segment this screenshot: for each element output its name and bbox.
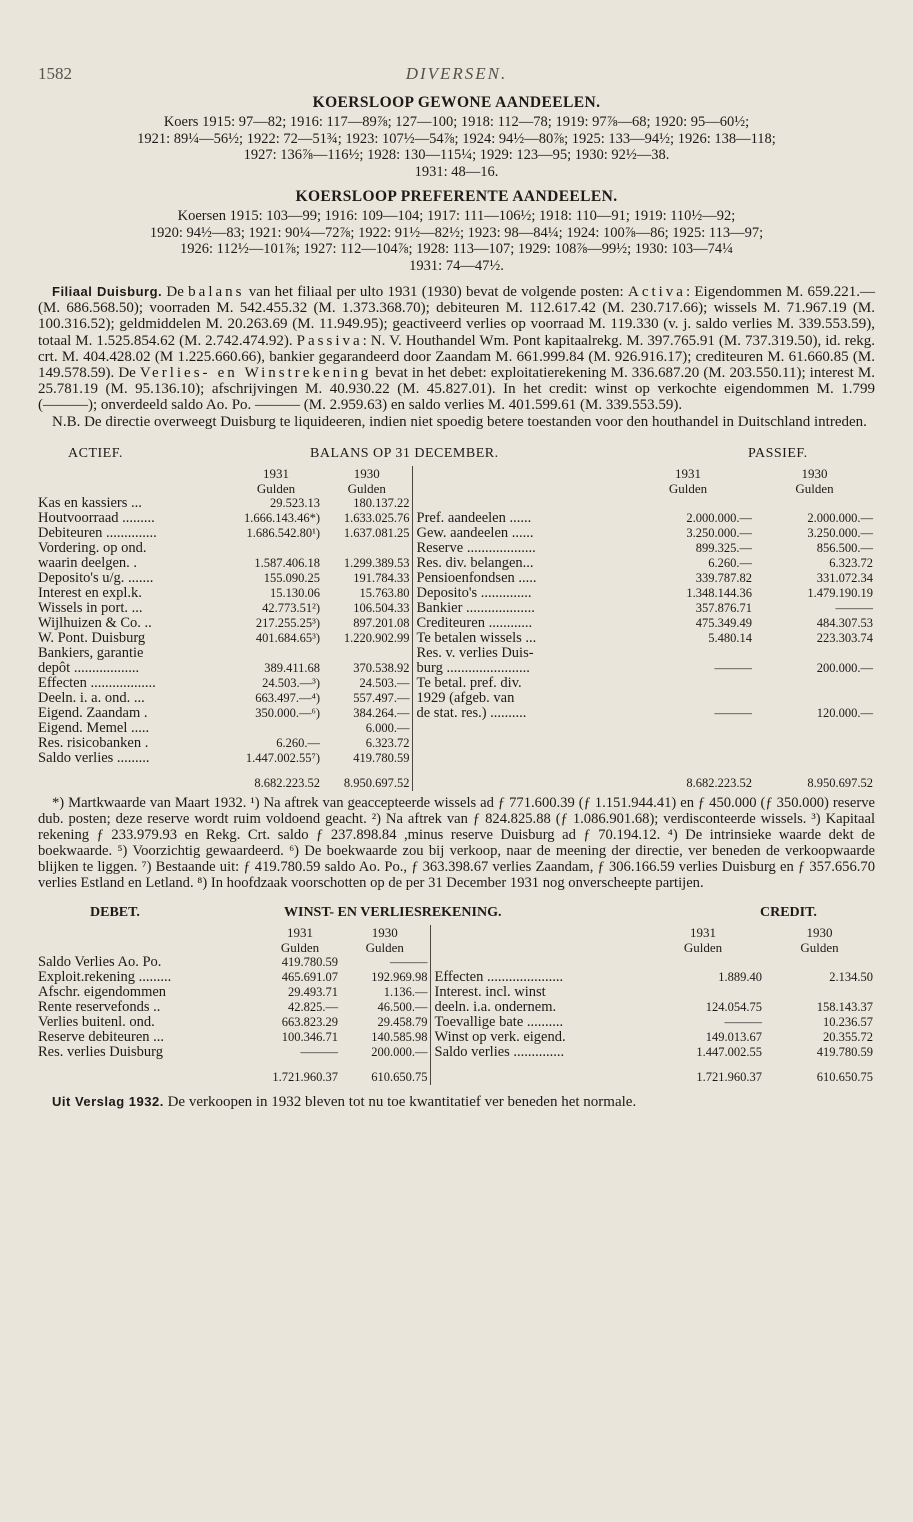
value-1931 — [622, 736, 754, 751]
row-label: Kas en kassiers ... — [38, 495, 142, 511]
spaced-word: Verlies- en Winstrekening — [139, 365, 372, 382]
value-1930: ——— — [390, 954, 428, 969]
total-row — [38, 774, 875, 791]
value-1931: ——— — [724, 1014, 762, 1029]
value-1930: 158.143.37 — [816, 999, 873, 1014]
value-1931: 350.000.—⁶) — [255, 705, 320, 720]
spacer-cell — [622, 766, 754, 774]
value-1931: 1.666.143.46*) — [243, 510, 320, 525]
value-1930 — [754, 646, 875, 661]
row-label: Effecten .................. — [38, 675, 156, 691]
value-1931: 899.325.— — [695, 540, 752, 555]
value-1931 — [622, 721, 754, 736]
value-1930: 1.136.— — [383, 984, 428, 999]
row-label: Res. risicobanken . — [38, 735, 149, 751]
column-header-row — [38, 466, 875, 481]
row-label: Reserve debiteuren ... — [38, 1029, 165, 1045]
body-text: De — [162, 284, 189, 300]
column-header: Gulden — [256, 480, 296, 496]
spacer-row — [38, 766, 875, 774]
balans-row — [38, 571, 875, 586]
value-1930: 897.201.08 — [353, 615, 410, 630]
balans-heading — [38, 446, 875, 466]
column-header: 1931 — [287, 924, 313, 940]
value-1930: 6.323.72 — [829, 555, 873, 570]
paragraph-lead: Uit Verslag 1932. — [52, 1093, 164, 1109]
row-label: Wissels in port. ... — [38, 600, 143, 616]
koers-line: 1931: 48—16. — [414, 163, 499, 180]
value-1931: 389.411.68 — [264, 660, 320, 675]
winst-title: WINST- EN VERLIESREKENING. — [284, 904, 502, 920]
row-label: Bankier ................... — [412, 601, 622, 616]
spacer-cell — [412, 766, 622, 774]
value-1931: 124.054.75 — [705, 999, 762, 1014]
value-1930: 200.000.— — [816, 660, 873, 675]
value-1931: 663.823.29 — [281, 1014, 338, 1029]
value-1930: 1.479.190.19 — [807, 585, 873, 600]
value-1931: 29.493.71 — [288, 984, 338, 999]
value-1931: 24.503.—³) — [262, 675, 320, 690]
row-label: Saldo verlies ......... — [38, 750, 150, 766]
row-label: Gew. aandeelen ...... — [412, 526, 622, 541]
total-spacer — [412, 774, 622, 791]
body-text: : Eigendommen M. 659.221.— (M. 686.568.50); voorraden M. 542.455.32 (M. 1.373.368.70); debiteuren M. 112.617.42 (M. 230.717.66); wissels M. 71.967.19 (M. 100.316.52); geldmiddelen M. 20.263.69 (M. 11.949.95); geactiveerd verlies op voorraad M. 119.330 (v. j. saldo verlies M. 339.553.59), totaal M. 1.525.854.62 (M. 2.742.474.92). — [38, 284, 875, 349]
column-header: 1930 — [371, 924, 398, 940]
row-label: Res. verlies Duisburg — [38, 1044, 163, 1060]
value-1930: 557.497.— — [353, 690, 410, 705]
column-header: Gulden — [683, 939, 723, 955]
column-header: 1931 — [690, 924, 716, 940]
row-label: Res. v. verlies Duis- — [412, 646, 622, 661]
balans-row — [38, 586, 875, 601]
value-1930: 24.503.— — [359, 675, 410, 690]
total-1930: 8.950.697.52 — [807, 775, 873, 790]
value-1930: 1.299.389.53 — [343, 555, 410, 570]
body-text: : N. V. Houthandel Wm. Pont kapitaalrekg. M. 397.765.91 (M. 737.319.50), id. rekg. crt. M. 404.428.02 (M 1.225.660.66), bankier gegarandeerd door Zaandam M. 661.999.84 (M. 926.916.17); crediteuren M. 61.660.85 (M. 149.578.59). De — [38, 332, 875, 382]
row-label — [412, 721, 622, 736]
spacer-cell — [764, 1060, 875, 1068]
value-1931 — [642, 985, 764, 1000]
section-title: KOERSLOOP PREFERENTE AANDEELEN. — [295, 188, 618, 205]
row-label: Pref. aandeelen ...... — [412, 511, 622, 526]
body-text: van het filiaal per ulto 1931 (1930) bevat de volgende posten: — [244, 284, 628, 300]
value-1931 — [622, 751, 754, 766]
nb-note: N.B. De directie overweegt Duisburg te liquideeren, indien niet spoedig betere toestanden voor den houthandel in Duitschland intreden. — [52, 413, 867, 430]
row-label — [412, 751, 622, 766]
row-label: Eigend. Zaandam . — [38, 705, 148, 721]
row-label — [412, 736, 622, 751]
row-label: Deposito's .............. — [412, 586, 622, 601]
value-1930: 3.250.000.— — [807, 525, 873, 540]
spacer-row — [38, 1060, 875, 1068]
value-1931: 465.691.07 — [281, 969, 338, 984]
row-label: Effecten ..................... — [430, 970, 642, 985]
column-header-row — [38, 925, 875, 940]
balans-row — [38, 751, 875, 766]
value-1930: 192.969.98 — [371, 969, 428, 984]
row-label: Saldo verlies .............. — [430, 1045, 642, 1060]
value-1930: 6.000.— — [365, 720, 410, 735]
balans-row — [38, 496, 875, 511]
column-header: 1931 — [263, 465, 289, 481]
value-1931: 42.773.51²) — [262, 600, 320, 615]
value-1931: 6.260.— — [276, 735, 320, 750]
balans-row — [38, 676, 875, 691]
value-1930 — [322, 646, 412, 661]
value-1930: 20.355.72 — [823, 1029, 873, 1044]
balans-row — [38, 526, 875, 541]
filiaal-paragraph — [38, 284, 875, 430]
koers-line: 1927: 136⅞—116½; 1928: 130—115¼; 1929: 123—95; 1930: 92½—38. — [243, 147, 670, 163]
header-spacer — [430, 940, 642, 955]
value-1931: ——— — [714, 705, 752, 720]
value-1931: 29.523.13 — [270, 495, 320, 510]
uit-verslag-paragraph — [38, 1093, 875, 1111]
value-1931: 3.250.000.— — [686, 525, 752, 540]
balans-table — [38, 466, 875, 791]
spaced-word: Passiva — [296, 332, 363, 349]
value-1931: 663.497.—⁴) — [255, 690, 320, 705]
spacer-cell — [230, 766, 322, 774]
value-1930: 106.504.33 — [353, 600, 410, 615]
value-1930: 1.637.081.25 — [343, 525, 410, 540]
value-1930: 15.763.80 — [359, 585, 410, 600]
koers-line: Koersen 1915: 103—99; 1916: 109—104; 1917: 111—106½; 1918: 110—91; 1919: 110½—92; — [177, 208, 736, 224]
value-1931 — [230, 541, 322, 556]
row-label: deeln. i.a. ondernem. — [430, 1000, 642, 1015]
value-1931: 5.480.14 — [708, 630, 752, 645]
value-1930: 1.220.902.99 — [343, 630, 410, 645]
column-header: 1930 — [801, 465, 828, 481]
koers-line: 1931: 74—47½. — [409, 257, 504, 274]
page-number: 1582 — [38, 64, 72, 83]
balans-row — [38, 601, 875, 616]
winst-row — [38, 1030, 875, 1045]
balans-row — [38, 511, 875, 526]
winst-row — [38, 955, 875, 970]
value-1931: 475.349.49 — [695, 615, 752, 630]
value-1931: 155.090.25 — [263, 570, 320, 585]
balans-title: BALANS OP 31 DECEMBER. — [310, 445, 499, 461]
winst-row — [38, 1045, 875, 1060]
koers-line: 1926: 112½—101⅞; 1927: 112—104⅞; 1928: 113—107; 1929: 108⅞—99½; 1930: 103—74¼ — [179, 241, 734, 257]
column-header: Gulden — [347, 480, 386, 496]
spaced-word: Activa — [627, 284, 686, 300]
koers-preferente-section — [38, 188, 875, 274]
value-1930 — [754, 721, 875, 736]
value-1931 — [622, 496, 754, 511]
row-label: Toevallige bate .......... — [430, 1015, 642, 1030]
value-1931: ——— — [714, 660, 752, 675]
row-label: Winst op verk. eigend. — [430, 1030, 642, 1045]
total-1931: 1.721.960.37 — [272, 1069, 338, 1084]
value-1930 — [754, 691, 875, 706]
body-text: De verkoopen in 1932 bleven tot nu toe kwantitatief ver beneden het normale. — [163, 1093, 637, 1110]
value-1931 — [230, 646, 322, 661]
value-1930: 10.236.57 — [823, 1014, 873, 1029]
row-label: waarin deelgen. . — [38, 555, 138, 571]
value-1931: 6.260.— — [708, 555, 752, 570]
value-1930 — [754, 496, 875, 511]
row-label: Houtvoorraad ......... — [38, 510, 155, 526]
header-spacer — [38, 925, 260, 940]
column-header: Gulden — [668, 480, 708, 496]
value-1930: 120.000.— — [816, 705, 873, 720]
total-spacer — [38, 1068, 260, 1085]
column-header-row — [38, 940, 875, 955]
value-1931 — [622, 676, 754, 691]
header-spacer — [412, 481, 622, 496]
row-label: Interest. incl. winst — [430, 985, 642, 1000]
row-label — [430, 955, 642, 970]
row-label: Deeln. i. a. ond. ... — [38, 690, 145, 706]
value-1930: 2.134.50 — [829, 969, 873, 984]
total-spacer — [38, 774, 230, 791]
value-1930 — [322, 541, 412, 556]
value-1930: 370.538.92 — [353, 660, 410, 675]
value-1931: 419.780.59 — [281, 954, 338, 969]
running-title: DIVERSEN. — [405, 64, 508, 83]
balans-row — [38, 691, 875, 706]
value-1931 — [622, 691, 754, 706]
header-spacer — [38, 466, 230, 481]
spacer-cell — [340, 1060, 430, 1068]
spacer-cell — [260, 1060, 340, 1068]
value-1930: 484.307.53 — [816, 615, 873, 630]
value-1930 — [754, 751, 875, 766]
row-label: Pensioenfondsen ..... — [412, 571, 622, 586]
value-1931: 1.686.542.80¹) — [246, 525, 320, 540]
spacer-cell — [322, 766, 412, 774]
row-label: Wijlhuizen & Co. .. — [38, 615, 152, 631]
winst-table — [38, 925, 875, 1085]
winst-row — [38, 970, 875, 985]
value-1930 — [754, 676, 875, 691]
row-label: Crediteuren ............ — [412, 616, 622, 631]
value-1931 — [622, 646, 754, 661]
koers-gewone-section — [38, 94, 875, 180]
value-1930: 191.784.33 — [353, 570, 410, 585]
total-1930: 8.950.697.52 — [343, 775, 410, 790]
value-1930: 1.633.025.76 — [343, 510, 410, 525]
koers-line: 1920: 94½—83; 1921: 90¼—72⅞; 1922: 91½—82½; 1923: 98—84¼; 1924: 100⅞—86; 1925: 113—97; — [149, 224, 764, 241]
body-text: bevat in het debet: exploitatierekening M. 336.687.20 (M. 203.550.11); interest M. 25.781.19 (M. 95.136.10); afschrijvingen M. 40.930.22 (M. 45.827.01). In het credit: winst op verkochte eigendommen M. 1.799 (———); onverdeeld saldo Ao. Po. ——— (M. 2.959.63) en saldo verlies M. 401.599.61 (M. 339.553.59). — [38, 365, 875, 414]
value-1930: 200.000.— — [371, 1044, 428, 1059]
column-header: 1931 — [675, 465, 701, 481]
value-1931: 401.684.65³) — [255, 630, 320, 645]
debet-label: DEBET. — [90, 904, 140, 920]
total-1931: 8.682.223.52 — [686, 775, 752, 790]
value-1931 — [642, 955, 764, 970]
balans-row — [38, 721, 875, 736]
header-spacer — [38, 940, 260, 955]
value-1931: 1.447.002.55⁷) — [245, 750, 320, 765]
value-1931: 100.346.71 — [281, 1029, 338, 1044]
value-1930: 140.585.98 — [371, 1029, 428, 1044]
row-label: Res. div. belangen... — [412, 556, 622, 571]
row-label: Reserve ................... — [412, 541, 622, 556]
value-1930: 223.303.74 — [816, 630, 873, 645]
value-1931: 2.000.000.— — [686, 510, 752, 525]
row-label: Rente reservefonds .. — [38, 999, 161, 1015]
row-label: de stat. res.) .......... — [412, 706, 622, 721]
value-1931 — [230, 721, 322, 736]
balans-row — [38, 736, 875, 751]
value-1931: 217.255.25³) — [255, 615, 320, 630]
column-header: Gulden — [365, 939, 404, 955]
value-1930 — [764, 955, 875, 970]
value-1930: 29.458.79 — [377, 1014, 428, 1029]
total-1931: 1.721.960.37 — [696, 1069, 762, 1084]
value-1931: 1.348.144.36 — [686, 585, 752, 600]
row-label: Te betalen wissels ... — [412, 631, 622, 646]
total-row — [38, 1068, 875, 1085]
row-label: Bankiers, garantie — [38, 645, 144, 661]
value-1931: 15.130.06 — [270, 585, 320, 600]
row-label: 1929 (afgeb. van — [412, 691, 622, 706]
value-1931: 149.013.67 — [705, 1029, 762, 1044]
column-header: Gulden — [800, 939, 839, 955]
balans-row — [38, 706, 875, 721]
value-1931: ——— — [300, 1044, 338, 1059]
row-label: depôt .................. — [38, 660, 140, 676]
column-header: Gulden — [795, 480, 834, 496]
actief-label: ACTIEF. — [68, 445, 123, 461]
passief-label: PASSIEF. — [748, 445, 808, 461]
header-spacer — [38, 481, 230, 496]
total-spacer — [430, 1068, 642, 1085]
koers-line: 1921: 89¼—56½; 1922: 72—51¾; 1923: 107½—54⅞; 1924: 94½—80⅞; 1925: 133—94½; 1926: 138—118; — [137, 130, 776, 147]
row-label: Interest en expl.k. — [38, 585, 142, 601]
value-1930: 331.072.34 — [816, 570, 873, 585]
koers-line: Koers 1915: 97—82; 1916: 117—89⅞; 127—100; 1918: 112—78; 1919: 97⅞—68; 1920: 95—60½; — [163, 114, 750, 130]
value-1931: 1.889.40 — [718, 969, 762, 984]
value-1930 — [754, 736, 875, 751]
value-1930: 6.323.72 — [365, 735, 410, 750]
paragraph-lead: Filiaal Duisburg. — [52, 284, 163, 299]
row-label: W. Pont. Duisburg — [38, 630, 146, 646]
balans-row — [38, 661, 875, 676]
row-label — [412, 496, 622, 511]
balans-row — [38, 556, 875, 571]
value-1930: 46.500.— — [377, 999, 428, 1014]
balans-row — [38, 616, 875, 631]
winst-heading — [38, 905, 875, 925]
footnotes-text: *) Martkwaarde van Maart 1932. ¹) Na aftrek van geaccepteerde wissels ad ƒ 771.600.39 (ƒ 1.151.944.41) en ƒ 450.000 (ƒ 350.000) reserve dub. posten; deze reserve wordt ruim voldoend geacht. ²) Na aftrek van ƒ 824.825.88 (ƒ 1.086.901.68); verdisconteerde wissels. ³) Kapitaal rekening ƒ 233.979.93 en Rekg. Crt. saldo ƒ 237.898.84 ,minus reserve Duisburg ad ƒ 70.194.12. ⁴) De intrinsieke waarde dekt de boekwaarde. ⁵) Voorzichtig gewaardeerd. ⁶) De boekwaarde zou bij verkoop, naar de meening der directie, ver beneden de verkoopwaarde blijken te liggen. ⁷) Bestaande uit: ƒ 419.780.59 saldo Ao. Po., ƒ 363.398.67 verlies Zaandam, ƒ 306.166.59 verlies Duisburg en ƒ 357.656.70 verlies Estland en Letland. ⁸) In hoofdzaak voorschotten op de per 31 December 1931 nog onverscheepte partijen. — [38, 794, 875, 891]
value-1930: 180.137.22 — [353, 495, 410, 510]
balans-row — [38, 631, 875, 646]
value-1930: ——— — [835, 600, 873, 615]
spacer-cell — [754, 766, 875, 774]
column-header: Gulden — [280, 939, 320, 955]
total-1930: 610.650.75 — [371, 1069, 428, 1084]
page-header — [38, 60, 875, 86]
spacer-cell — [642, 1060, 764, 1068]
value-1930: 419.780.59 — [353, 750, 410, 765]
spacer-cell — [430, 1060, 642, 1068]
row-label: Saldo Verlies Ao. Po. — [38, 954, 162, 970]
value-1931: 1.587.406.18 — [254, 555, 320, 570]
total-1931: 8.682.223.52 — [254, 775, 320, 790]
footnotes — [38, 795, 875, 891]
row-label: Exploit.rekening ......... — [38, 969, 172, 985]
column-header-row — [38, 481, 875, 496]
value-1931: 339.787.82 — [695, 570, 752, 585]
spacer-cell — [38, 1060, 260, 1068]
value-1930 — [764, 985, 875, 1000]
value-1931: 1.447.002.55 — [696, 1044, 762, 1059]
spaced-word: balans — [188, 284, 245, 300]
row-label: Eigend. Memel ..... — [38, 720, 150, 736]
total-1930: 610.650.75 — [816, 1069, 873, 1084]
winst-row — [38, 1000, 875, 1015]
row-label: Deposito's u/g. ....... — [38, 570, 154, 586]
column-header: 1930 — [806, 924, 833, 940]
section-title: KOERSLOOP GEWONE AANDEELEN. — [312, 94, 601, 111]
spacer-cell — [38, 766, 230, 774]
winst-row — [38, 1015, 875, 1030]
winst-row — [38, 985, 875, 1000]
row-label: Debiteuren .............. — [38, 525, 157, 541]
row-label: Verlies buitenl. ond. — [38, 1014, 155, 1030]
value-1930: 856.500.— — [816, 540, 873, 555]
row-label: Te betal. pref. div. — [412, 676, 622, 691]
header-spacer — [430, 925, 642, 940]
value-1931: 357.876.71 — [695, 600, 752, 615]
row-label: burg ....................... — [412, 661, 622, 676]
column-header: 1930 — [353, 465, 380, 481]
value-1930: 419.780.59 — [816, 1044, 873, 1059]
row-label: Vordering. op ond. — [38, 540, 147, 556]
value-1931: 42.825.— — [288, 999, 338, 1014]
header-spacer — [412, 466, 622, 481]
value-1930: 384.264.— — [353, 705, 410, 720]
value-1930: 2.000.000.— — [807, 510, 873, 525]
balans-row — [38, 646, 875, 661]
balans-row — [38, 541, 875, 556]
credit-label: CREDIT. — [760, 904, 817, 920]
row-label: Afschr. eigendommen — [38, 984, 167, 1000]
